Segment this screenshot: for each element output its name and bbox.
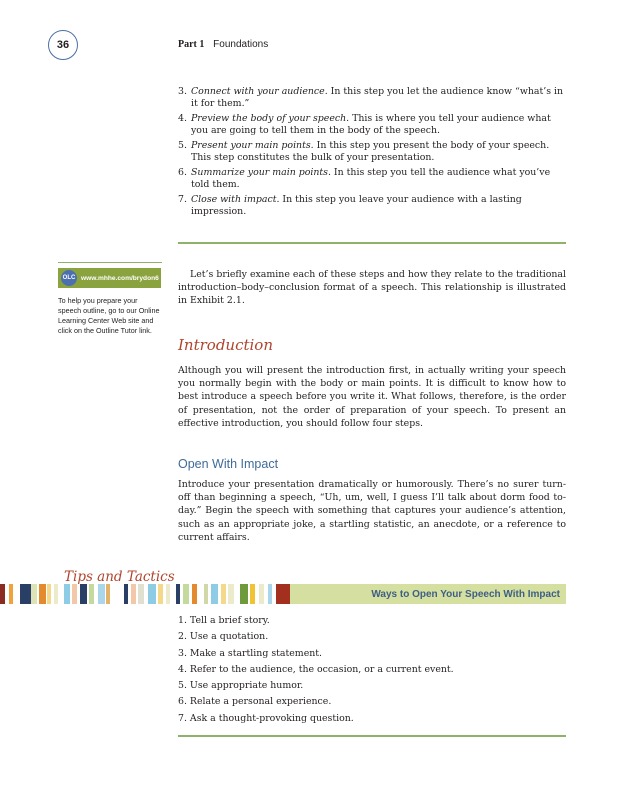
step-title: Summarize your main points.	[191, 167, 331, 178]
tips-bar-label: Ways to Open Your Speech With Impact	[371, 588, 560, 600]
introduction-heading: Introduction	[178, 336, 273, 354]
step-title: Connect with your audience.	[191, 86, 328, 97]
introduction-paragraph: Although you will present the introduction first, in actually writing your speech you normally begin with the body or main points. It is difficult to know how to best introduce a speech before you write it. What follows, therefore, is the order of presentation, not the order of preparation of your speech. To present an effective introduction, you should follow four steps.	[178, 365, 566, 429]
list-item: 6. Relate a personal experience.	[178, 696, 332, 708]
part-label: Part 1	[178, 39, 205, 50]
running-head	[178, 39, 268, 50]
list-item: 3. Connect with your audience. In this step you let the audience know “what’s in it for them.”	[178, 86, 564, 109]
list-item: 6. Summarize your main points. In this step you tell the audience what you’ve told them.	[178, 167, 551, 190]
sidebar-divider	[58, 262, 162, 263]
list-item: 5. Present your main points. In this step you present the body of your speech. This step constitutes the bulk of your presentation.	[178, 140, 550, 163]
list-item: 7. Close with impact. In this step you leave your audience with a lasting impression.	[178, 194, 522, 217]
part-title: Foundations	[213, 39, 269, 50]
intro-paragraph: Let’s briefly examine each of these steps and how they relate to the traditional introduction–body–conclusion format of a speech. This relationship is illustrated in Exhibit 2.1.	[178, 269, 566, 307]
list-item: 7. Ask a thought-provoking question.	[178, 712, 354, 724]
section-divider	[178, 242, 566, 244]
open-with-impact-heading: Open With Impact	[178, 457, 279, 471]
tips-list	[178, 613, 454, 727]
margin-note: To help you prepare your speech outline, go to our Online Learning Center Web site and click on the Outline Tutor link.	[58, 296, 160, 335]
list-item: 4. Preview the body of your speech. This is where you tell your audience what you are going to tell them in the body of the speech.	[178, 113, 551, 136]
page-number: 36	[48, 30, 78, 60]
step-title: Preview the body of your speech.	[191, 113, 350, 124]
list-item: 2. Use a quotation.	[178, 631, 269, 643]
open-with-impact-paragraph: Introduce your presentation dramatically or humorously. There’s no surer turn-off than beginning a speech, “Uh, um, well, I guess I’ll talk about dorm food to-day.” Begin the speech with something that captures your audience’s attention, such as an appropriate joke, a startling statistic, an anecdote, or a reference to current affairs.	[178, 479, 566, 543]
list-item: 3. Make a startling statement.	[178, 647, 323, 659]
olc-logo-icon: OLC	[61, 270, 77, 286]
step-title: Present your main points.	[191, 140, 314, 151]
olc-url-link[interactable]: www.mhhe.com/brydon6	[81, 274, 159, 282]
speech-steps-list	[178, 86, 566, 221]
tips-bar	[290, 584, 566, 604]
tips-title: Tips and Tactics	[64, 569, 175, 585]
olc-badge[interactable]	[58, 268, 161, 288]
step-title: Close with impact.	[191, 194, 280, 205]
tips-bottom-rule	[178, 735, 566, 737]
list-item: 4. Refer to the audience, the occasion, or a current event.	[178, 663, 454, 675]
list-item: 1. Tell a brief story.	[178, 615, 270, 626]
list-item: 5. Use appropriate humor.	[178, 680, 304, 692]
